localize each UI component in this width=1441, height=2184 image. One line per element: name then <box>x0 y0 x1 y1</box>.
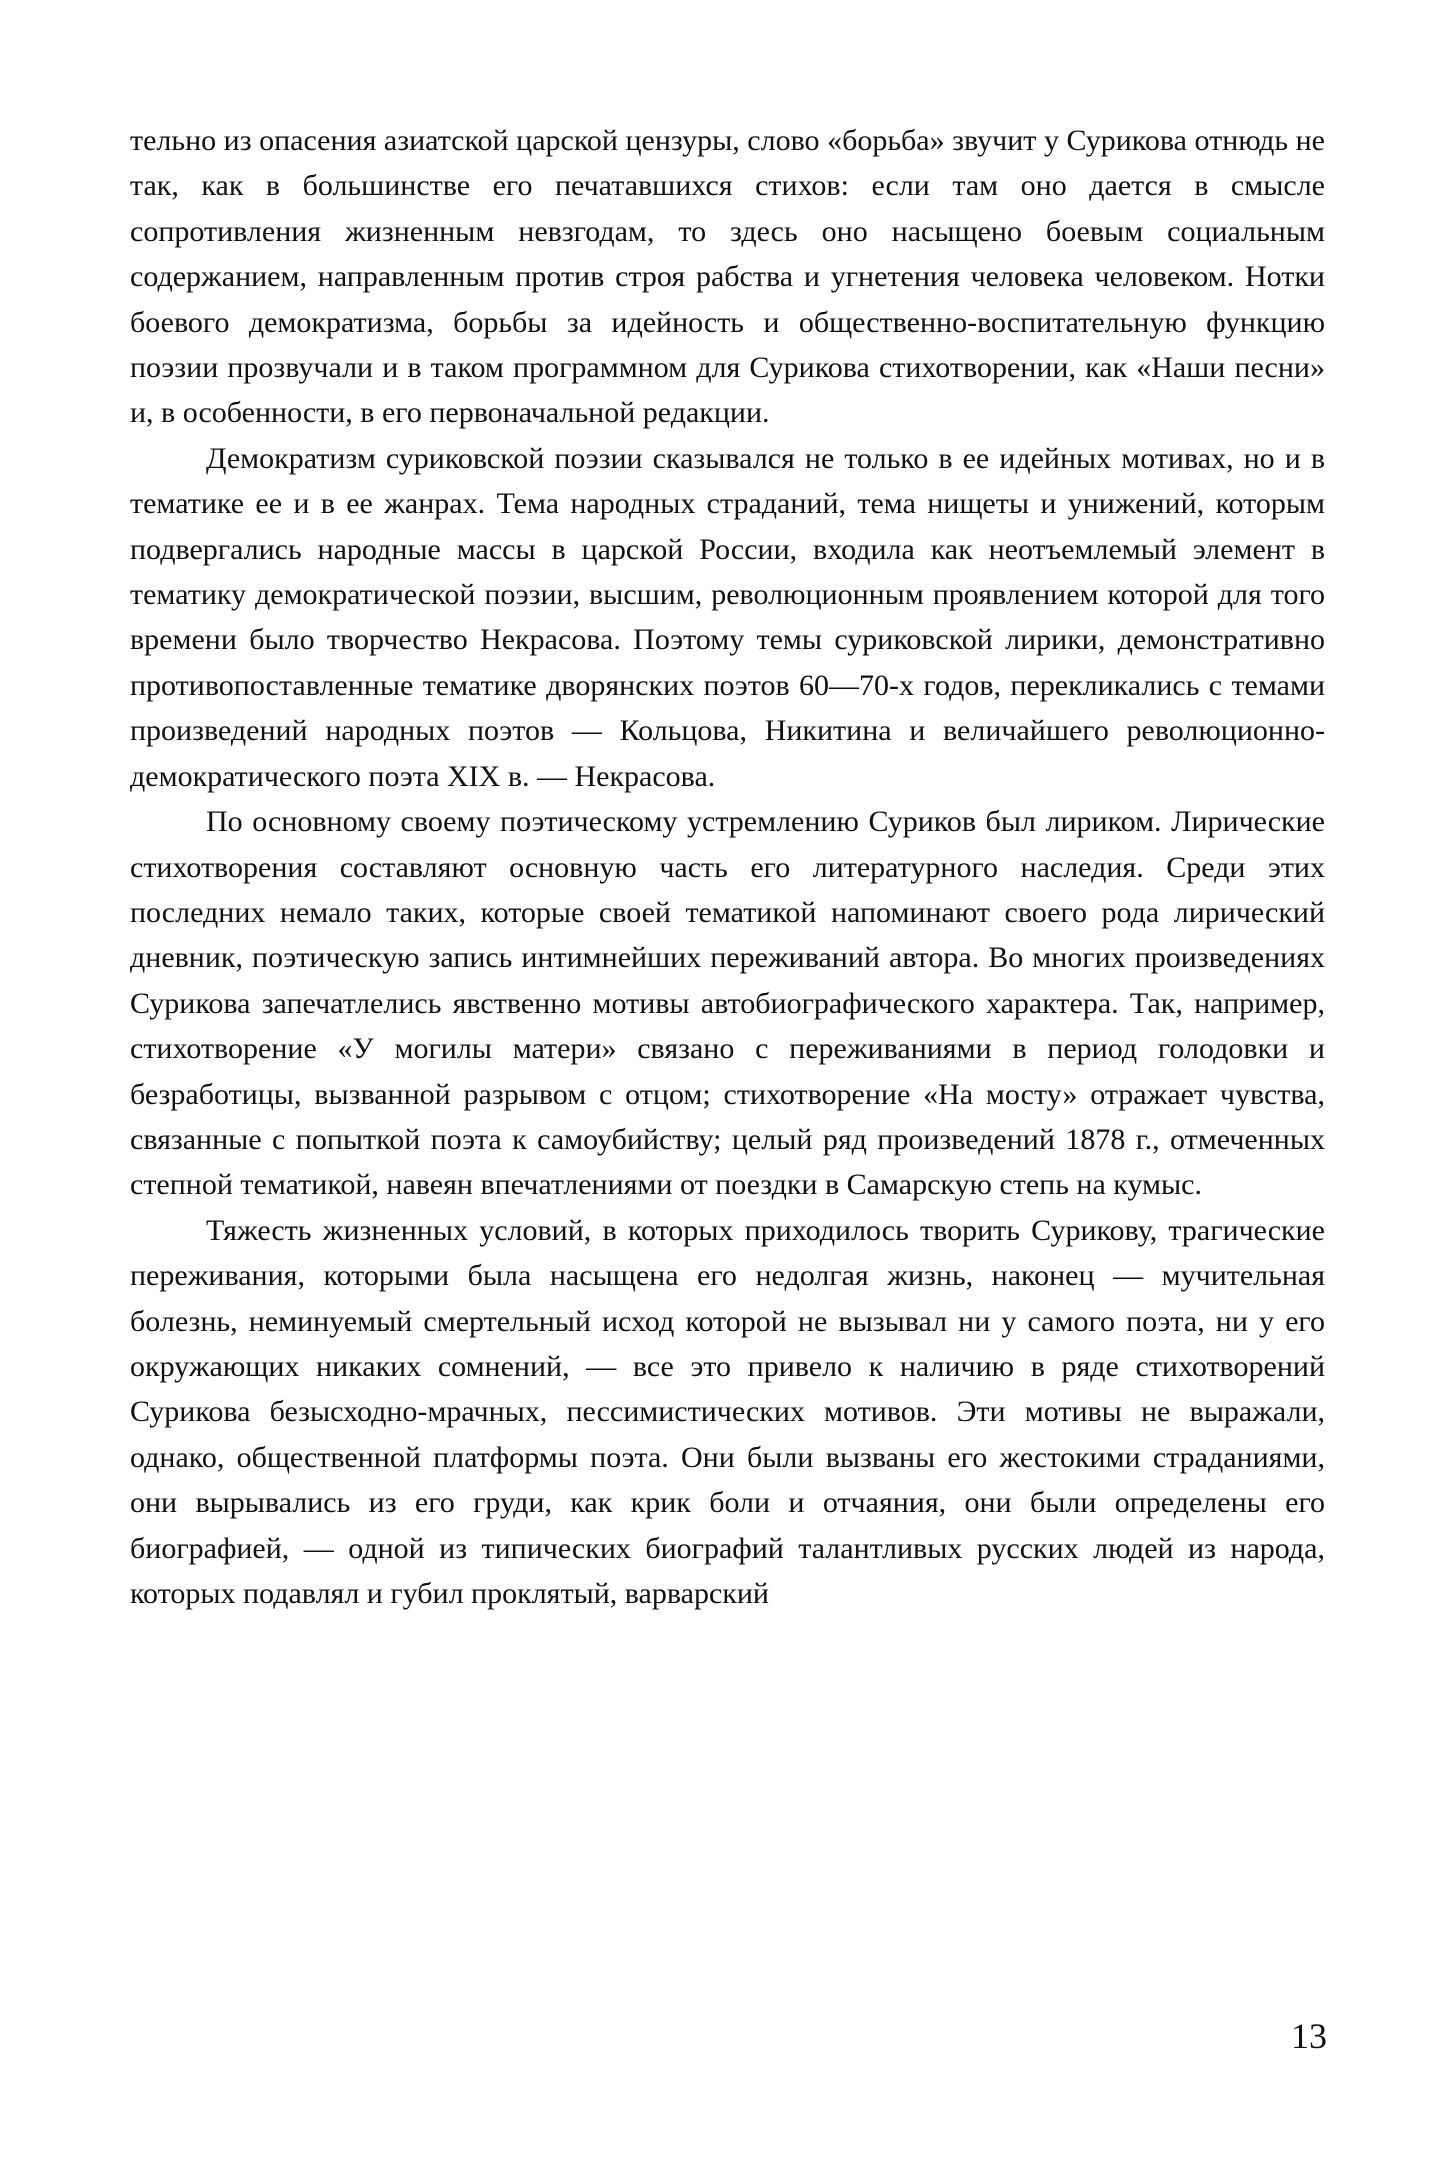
paragraph-lyricism: По основному своему поэтическому устремлению Суриков был лириком. Лирические стихотворения составляют основную часть его литературного наследия. Среди этих последних немало таких, которые своей тематикой напоминают своего рода лирический дневник, поэтическую запись интимнейших переживаний автора. Во многих произведениях Сурикова запечатлелись явственно мотивы автобиографического характера. Так, например, стихотворение «У могилы матери» связано с переживаниями в период голодовки и безработицы, вызванной разрывом с отцом; стихотворение «На мосту» отражает чувства, связанные с попыткой поэта к самоубийству; целый ряд произведений 1878 г., отмеченных степной тематикой, навеян впечатлениями от поездки в Самарскую степь на кумыс. <box>130 805 1325 1202</box>
paragraph-hardship: Тяжесть жизненных условий, в которых приходилось творить Сурикову, трагические переживания, которыми была насыщена его недолгая жизнь, наконец — мучительная болезнь, неминуемый смертельный исход которой не вызывал ни у самого поэта, ни у его окружающих никаких сомнений, — все это привело к наличию в ряде стихотворений Сурикова безысходно-мрачных, пессимистических мотивов. Эти мотивы не выражали, однако, общественной платформы поэта. Они были вызваны его жестокими страданиями, они вырывались из его груди, как крик боли и отчаяния, они были определены его биографией, — одной из типических биографий талантливых русских людей из народа, которых подавлял и губил проклятый, варварский <box>130 1213 1325 1610</box>
paragraph-democratism: Демократизм суриковской поэзии сказывался не только в ее идейных мотивах, но и в тематике ее и в ее жанрах. Тема народных страданий, тема нищеты и унижений, которым подвергались народные массы в царской России, входила как неотъемлемый элемент в тематику демократической поэзии, высшим, революционным проявлением которой для того времени было творчество Некрасова. Поэтому темы суриковской лирики, демонстративно противопоставленные тематике дворянских поэтов 60—70-х годов, перекликались с темами произведений народных поэтов — Кольцова, Никитина и величайшего революционно-демократического поэта XIX в. — Некрасова. <box>130 441 1325 793</box>
body-text <box>130 118 1325 1616</box>
paragraph-continued: тельно из опасения азиатской царской цензуры, слово «борьба» звучит у Сурикова отнюдь не так, как в большинстве его печатавшихся стихов: если там оно дается в смысле сопротивления жизненным невзгодам, то здесь оно насыщено боевым социальным содержанием, направленным против строя рабства и угнетения человека человеком. Нотки боевого демократизма, борьбы за идейность и общественно-воспитательную функцию поэзии прозвучали и в таком программном для Сурикова стихотворении, как «Наши песни» и, в особенности, в его первоначальной редакции. <box>130 124 1325 430</box>
page-number: 13 <box>1291 2016 1327 2056</box>
